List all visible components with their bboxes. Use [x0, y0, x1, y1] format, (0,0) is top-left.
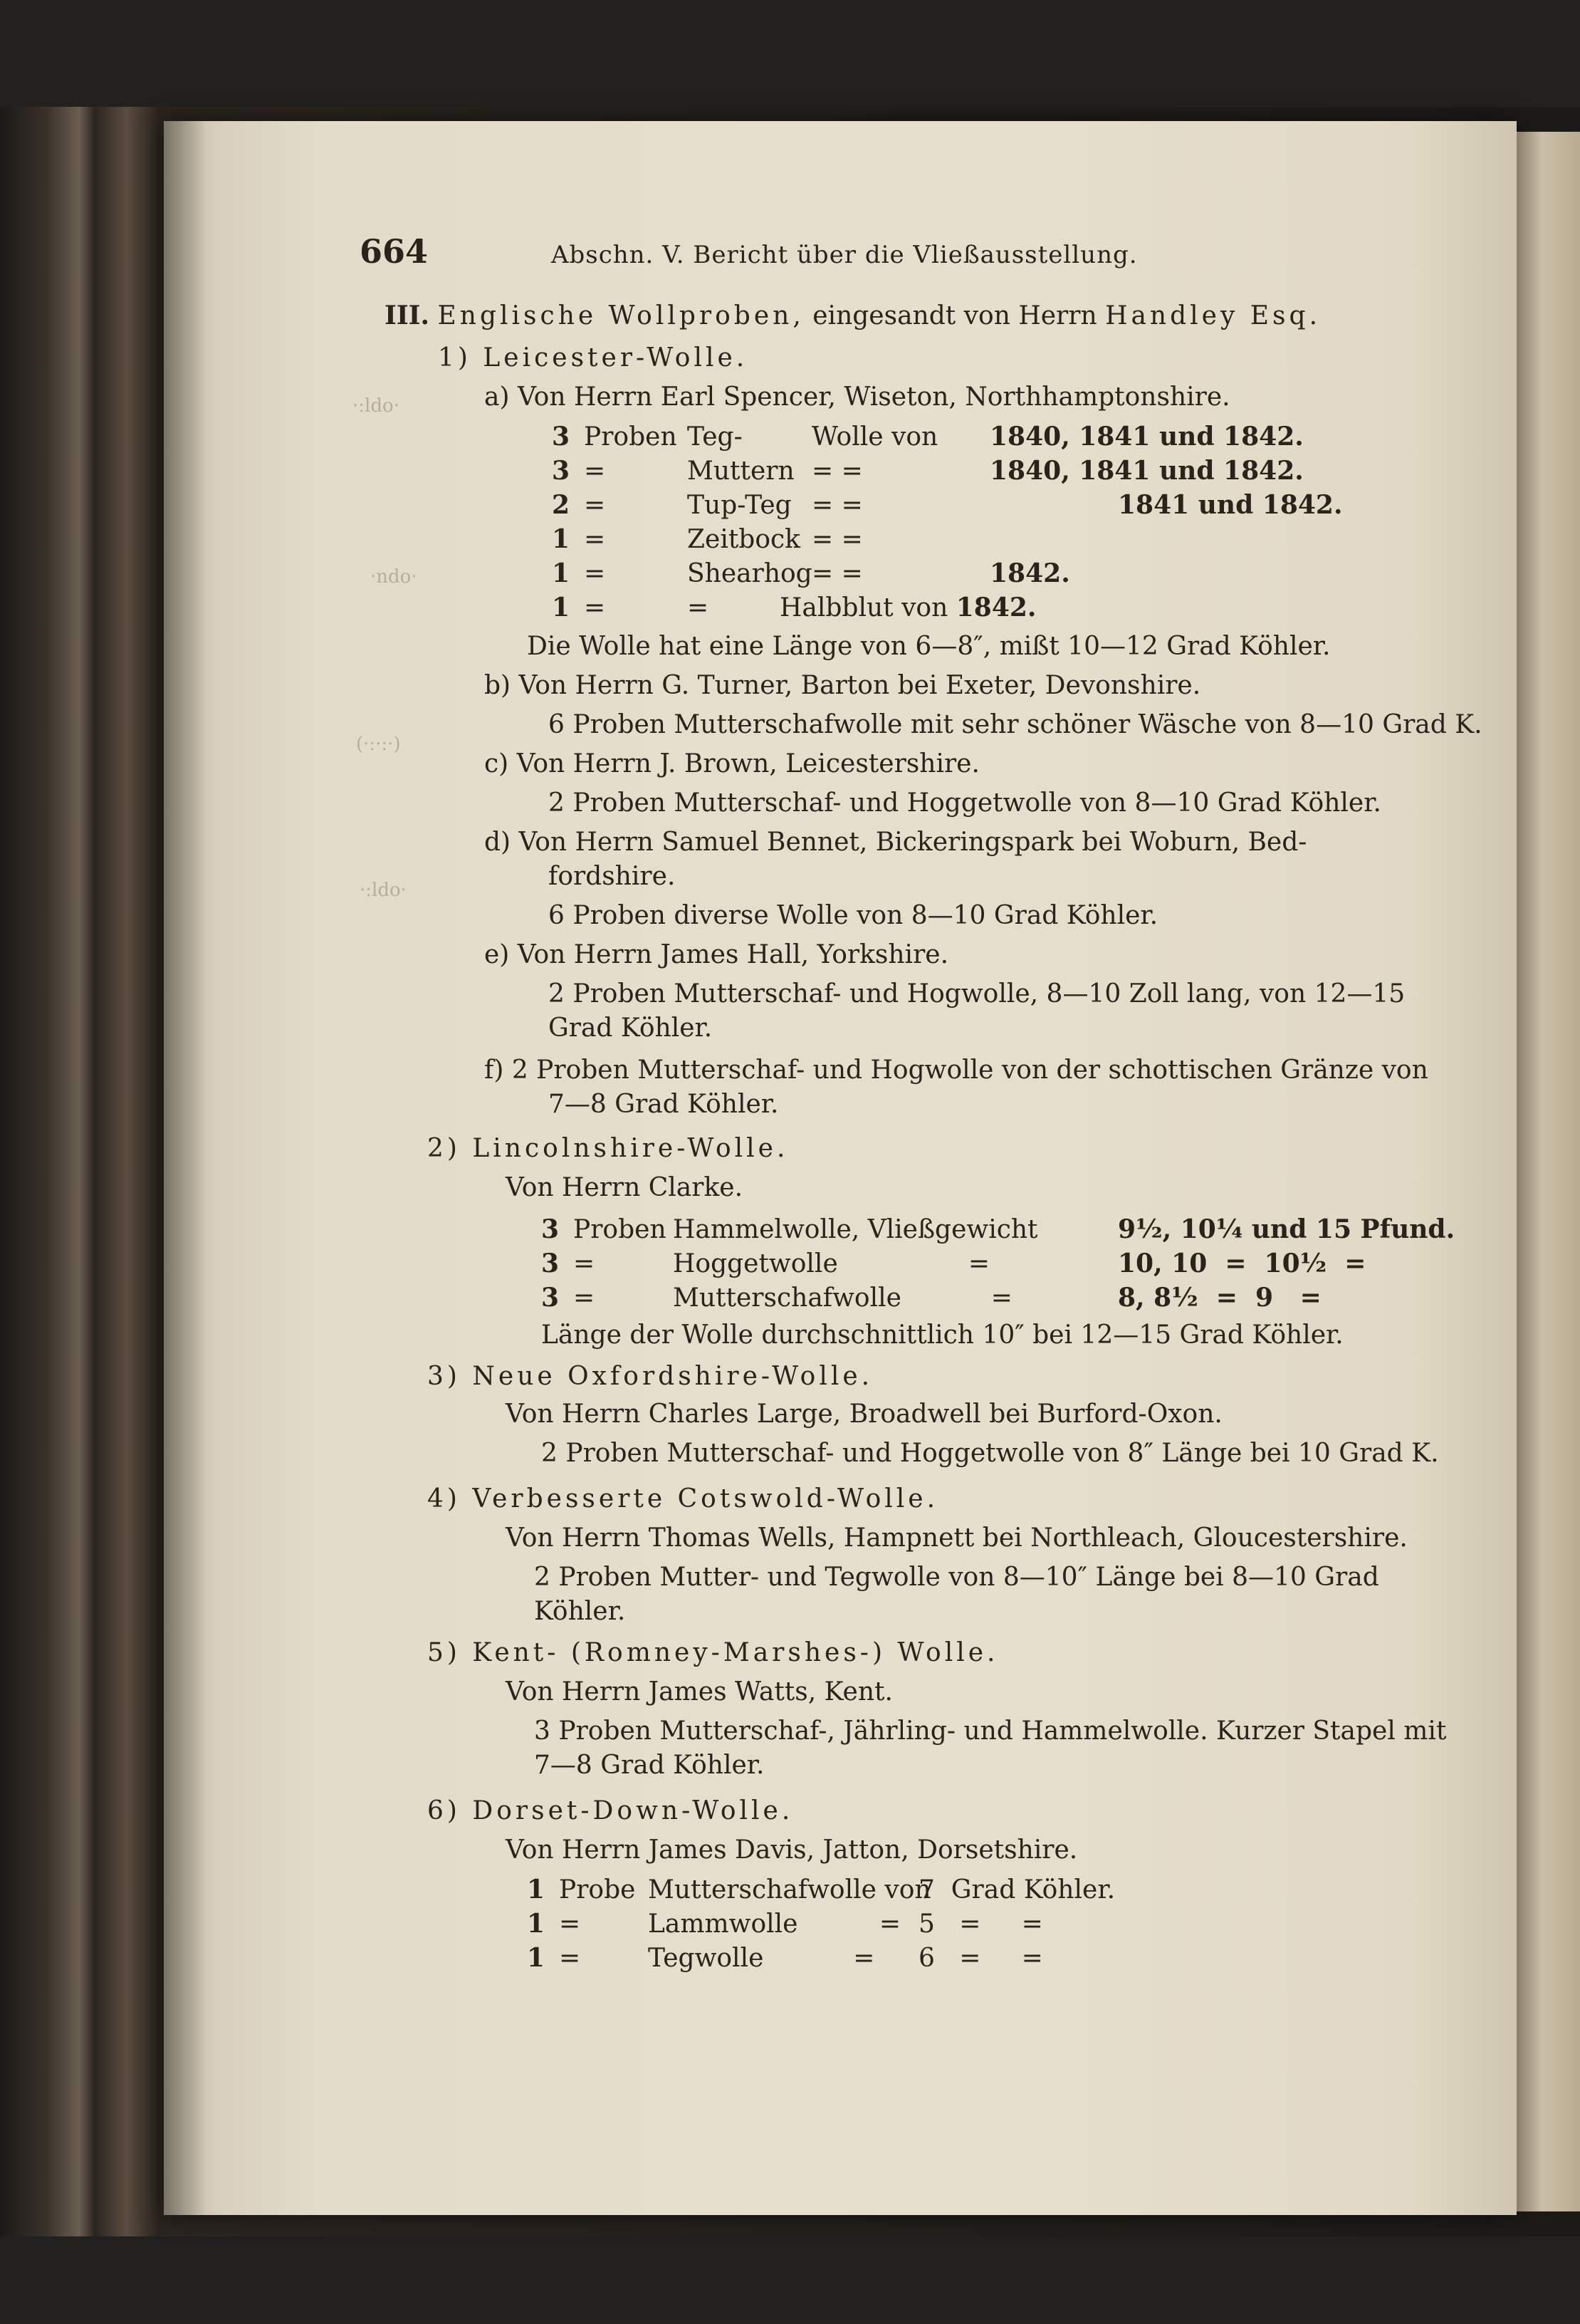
paragraph: 3 Proben Mutterschaf-, Jährling- und Hammelwolle. Kurzer Stapel mit — [534, 1716, 1447, 1746]
table-row: 3 = Muttern = = 1840, 1841 und 1842. — [552, 456, 1304, 486]
table-row: 3 Proben Teg- Wolle von 1840, 1841 und 1842. — [552, 422, 1304, 452]
table-row: 1 = Shearhog= = 1842. — [552, 558, 1070, 588]
paragraph: 6 Proben Mutterschafwolle mit sehr schöner Wäsche von 8—10 Grad K. — [548, 710, 1482, 739]
paragraph: 2 Proben Mutterschaf- und Hoggetwolle von 8—10 Grad Köhler. — [548, 788, 1381, 818]
entry-heading: Von Herrn James Davis, Jatton, Dorsetshire. — [506, 1835, 1078, 1865]
show-through-mark: (·:·:·) — [356, 734, 401, 755]
subsection-heading: 3) Neue Oxfordshire-Wolle. — [427, 1362, 874, 1391]
paragraph-cont: Grad Köhler. — [548, 1014, 713, 1043]
paragraph: 2 Proben Mutter- und Tegwolle von 8—10″ Länge bei 8—10 Grad — [534, 1563, 1379, 1592]
subsection-heading: 4) Verbesserte Cotswold-Wolle. — [427, 1484, 939, 1513]
section-title-spaced: Englische Wollproben, — [437, 301, 805, 330]
running-title: Abschn. V. Bericht über die Vließausstellung. — [550, 241, 1138, 269]
section-numeral: III. — [384, 301, 430, 330]
entry-heading: b) Von Herrn G. Turner, Barton bei Exeter, Devonshire. — [484, 671, 1201, 700]
paragraph-cont: 7—8 Grad Köhler. — [534, 1751, 765, 1780]
table-row: 2 = Tup-Teg = = 1841 und 1842. — [552, 490, 1343, 520]
facing-page-edge — [1517, 132, 1580, 2211]
section-title — [384, 299, 1321, 333]
show-through-mark: ·ndo· — [370, 566, 417, 588]
entry-heading: c) Von Herrn J. Brown, Leicestershire. — [484, 749, 980, 778]
table-row: 1 = Zeitbock = = — [552, 524, 863, 554]
entry-heading: Von Herrn Charles Large, Broadwell bei Burford-Oxon. — [506, 1400, 1223, 1429]
table-row: 1 Probe Mutterschafwolle von7 Grad Köhler. — [527, 1875, 1116, 1904]
subsection-heading: 2) Lincolnshire-Wolle. — [427, 1134, 789, 1163]
subsection-heading: 6) Dorset-Down-Wolle. — [427, 1796, 794, 1825]
subsection-heading: 1) Leicester-Wolle. — [438, 343, 748, 372]
entry-heading: e) Von Herrn James Hall, Yorkshire. — [484, 940, 949, 969]
paragraph: f) 2 Proben Mutterschaf- und Hogwolle von der schottischen Gränze von — [484, 1056, 1428, 1085]
table-row: 1 = Tegwolle = 6 = = — [527, 1943, 1043, 1973]
paragraph-cont: Köhler. — [534, 1597, 626, 1626]
section-sender: Handley Esq. — [1105, 301, 1322, 330]
entry-heading: Von Herrn James Watts, Kent. — [506, 1677, 893, 1706]
paragraph: 2 Proben Mutterschaf- und Hoggetwolle von 8″ Länge bei 10 Grad K. — [541, 1439, 1439, 1468]
page-number: 664 — [360, 232, 429, 271]
subsection-heading: 5) Kent- (Romney-Marshes-) Wolle. — [427, 1638, 999, 1667]
section-title-rest: eingesandt von Herrn — [812, 301, 1097, 330]
paragraph: Länge der Wolle durchschnittlich 10″ bei 12—15 Grad Köhler. — [541, 1320, 1344, 1350]
show-through-mark: ·:ldo· — [360, 880, 407, 901]
show-through-mark: ·:ldo· — [352, 395, 399, 417]
entry-heading-cont: fordshire. — [548, 862, 676, 891]
entry-heading: a) Von Herrn Earl Spencer, Wiseton, Northhamptonshire. — [484, 382, 1230, 412]
table-row: 1 = = Halbblut von 1842. — [552, 593, 1037, 622]
entry-heading: d) Von Herrn Samuel Bennet, Bickeringspark bei Woburn, Bed- — [484, 828, 1307, 857]
entry-heading: Von Herrn Clarke. — [506, 1173, 743, 1202]
table-row: 3 Proben Hammelwolle, Vließgewicht 9½, 10¼ und 15 Pfund. — [541, 1214, 1455, 1244]
paragraph-cont: 7—8 Grad Köhler. — [548, 1090, 779, 1119]
paragraph: 6 Proben diverse Wolle von 8—10 Grad Köhler. — [548, 901, 1158, 930]
paragraph: Die Wolle hat eine Länge von 6—8″, mißt 10—12 Grad Köhler. — [527, 632, 1331, 661]
paragraph: 2 Proben Mutterschaf- und Hogwolle, 8—10 Zoll lang, von 12—15 — [548, 979, 1406, 1009]
entry-heading: Von Herrn Thomas Wells, Hampnett bei Northleach, Gloucestershire. — [506, 1523, 1408, 1553]
table-row: 3 = Mutterschafwolle = 8, 8½ = 9 = — [541, 1283, 1322, 1313]
table-row: 3 = Hoggetwolle = 10, 10 = 10½ = — [541, 1249, 1366, 1278]
running-header — [360, 232, 1138, 271]
page-gutter-shadow — [164, 121, 206, 2215]
table-row: 1 = Lammwolle = 5 = = — [527, 1909, 1043, 1939]
